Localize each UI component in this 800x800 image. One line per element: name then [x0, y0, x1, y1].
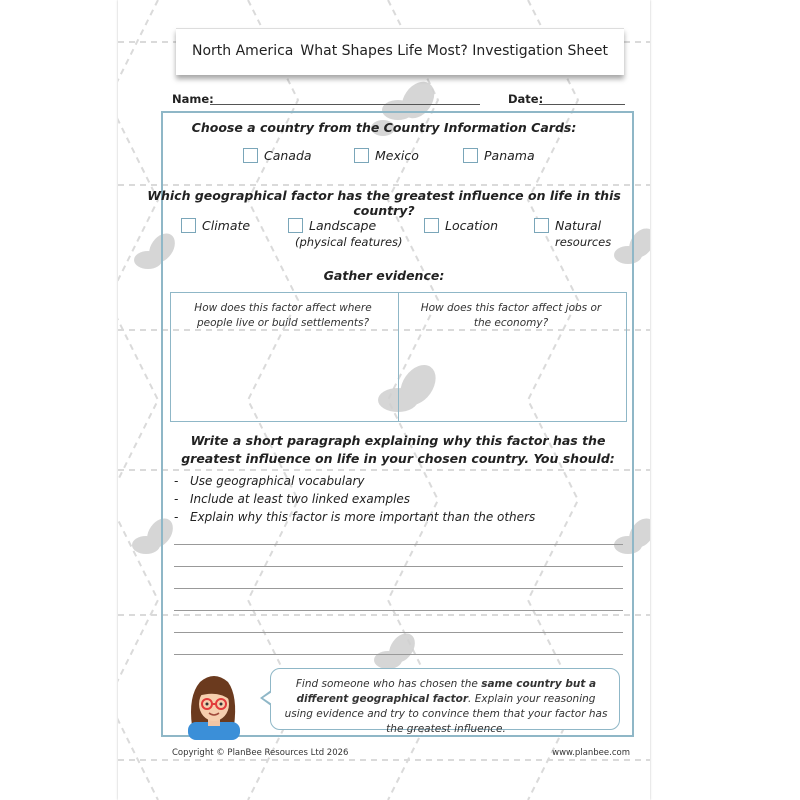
writing-line[interactable]	[174, 566, 623, 567]
option-label: Natural	[555, 218, 602, 233]
option-natural-resources[interactable]	[534, 218, 611, 250]
checkbox[interactable]	[243, 148, 258, 163]
evidence-divider	[398, 293, 399, 421]
paragraph-prompt: Write a short paragraph explaining why this factor has the greatest influence on life in your chosen country. You should:	[181, 433, 615, 466]
checkbox[interactable]	[424, 218, 439, 233]
option-label: Location	[445, 218, 499, 233]
speech-bubble-tail-inner	[263, 692, 272, 704]
option-label: Climate	[202, 218, 251, 233]
copyright-text: Copyright © PlanBee Resources Ltd 2026	[172, 748, 349, 758]
speech-bubble	[270, 668, 620, 735]
name-field[interactable]	[210, 104, 480, 105]
evidence-question-settlements: How does this factor affect where people live or build settlements?	[194, 302, 372, 329]
evidence-answer-right[interactable]	[403, 333, 623, 419]
region-label: North America	[192, 43, 294, 59]
writing-line[interactable]	[174, 544, 623, 545]
option-landscape[interactable]	[288, 218, 403, 250]
country-prompt: Choose a country from the Country Information Cards:	[191, 120, 577, 135]
checkbox[interactable]	[354, 148, 369, 163]
option-canada[interactable]	[243, 148, 312, 164]
list-item: - Use geographical vocabulary	[174, 472, 535, 490]
option-label: Canada	[264, 148, 312, 163]
option-climate[interactable]	[181, 218, 250, 234]
option-mexico[interactable]	[354, 148, 419, 164]
checkbox[interactable]	[181, 218, 196, 233]
writing-line[interactable]	[174, 588, 623, 589]
option-sublabel: resources	[555, 235, 612, 249]
writing-line[interactable]	[174, 654, 623, 655]
evidence-answer-left[interactable]	[173, 333, 395, 419]
teacher-avatar	[174, 666, 254, 740]
option-panama[interactable]	[463, 148, 535, 164]
factor-prompt: Which geographical factor has the greatest influence on life in this country?	[147, 188, 621, 218]
option-label: Mexico	[375, 148, 419, 163]
checkbox[interactable]	[534, 218, 549, 233]
checkbox[interactable]	[463, 148, 478, 163]
worksheet-page	[118, 0, 650, 800]
evidence-question-economy: How does this factor affect jobs or the economy?	[420, 302, 602, 329]
option-sublabel: (physical features)	[295, 235, 403, 249]
speech-text: Find someone who has chosen the same country but a different geographical factor. Explain your reasoning using evidence and try to convince them that your factor has the greatest influence.	[284, 678, 608, 735]
name-label: Name:	[172, 92, 214, 106]
list-item: - Include at least two linked examples	[174, 490, 535, 508]
evidence-table	[170, 292, 627, 422]
option-label: Landscape	[309, 218, 377, 233]
option-label: Panama	[484, 148, 535, 163]
evidence-heading: Gather evidence:	[323, 268, 445, 283]
date-label: Date:	[508, 92, 544, 106]
criteria-list	[174, 472, 535, 526]
page-title: What Shapes Life Most? Investigation Sheet	[300, 43, 608, 59]
date-field[interactable]	[539, 104, 625, 105]
website-link[interactable]: www.planbee.com	[552, 748, 630, 758]
option-location[interactable]	[424, 218, 498, 234]
writing-line[interactable]	[174, 632, 623, 633]
header-card	[176, 28, 624, 75]
checkbox[interactable]	[288, 218, 303, 233]
list-item: - Explain why this factor is more important than the others	[174, 508, 535, 526]
writing-line[interactable]	[174, 610, 623, 611]
